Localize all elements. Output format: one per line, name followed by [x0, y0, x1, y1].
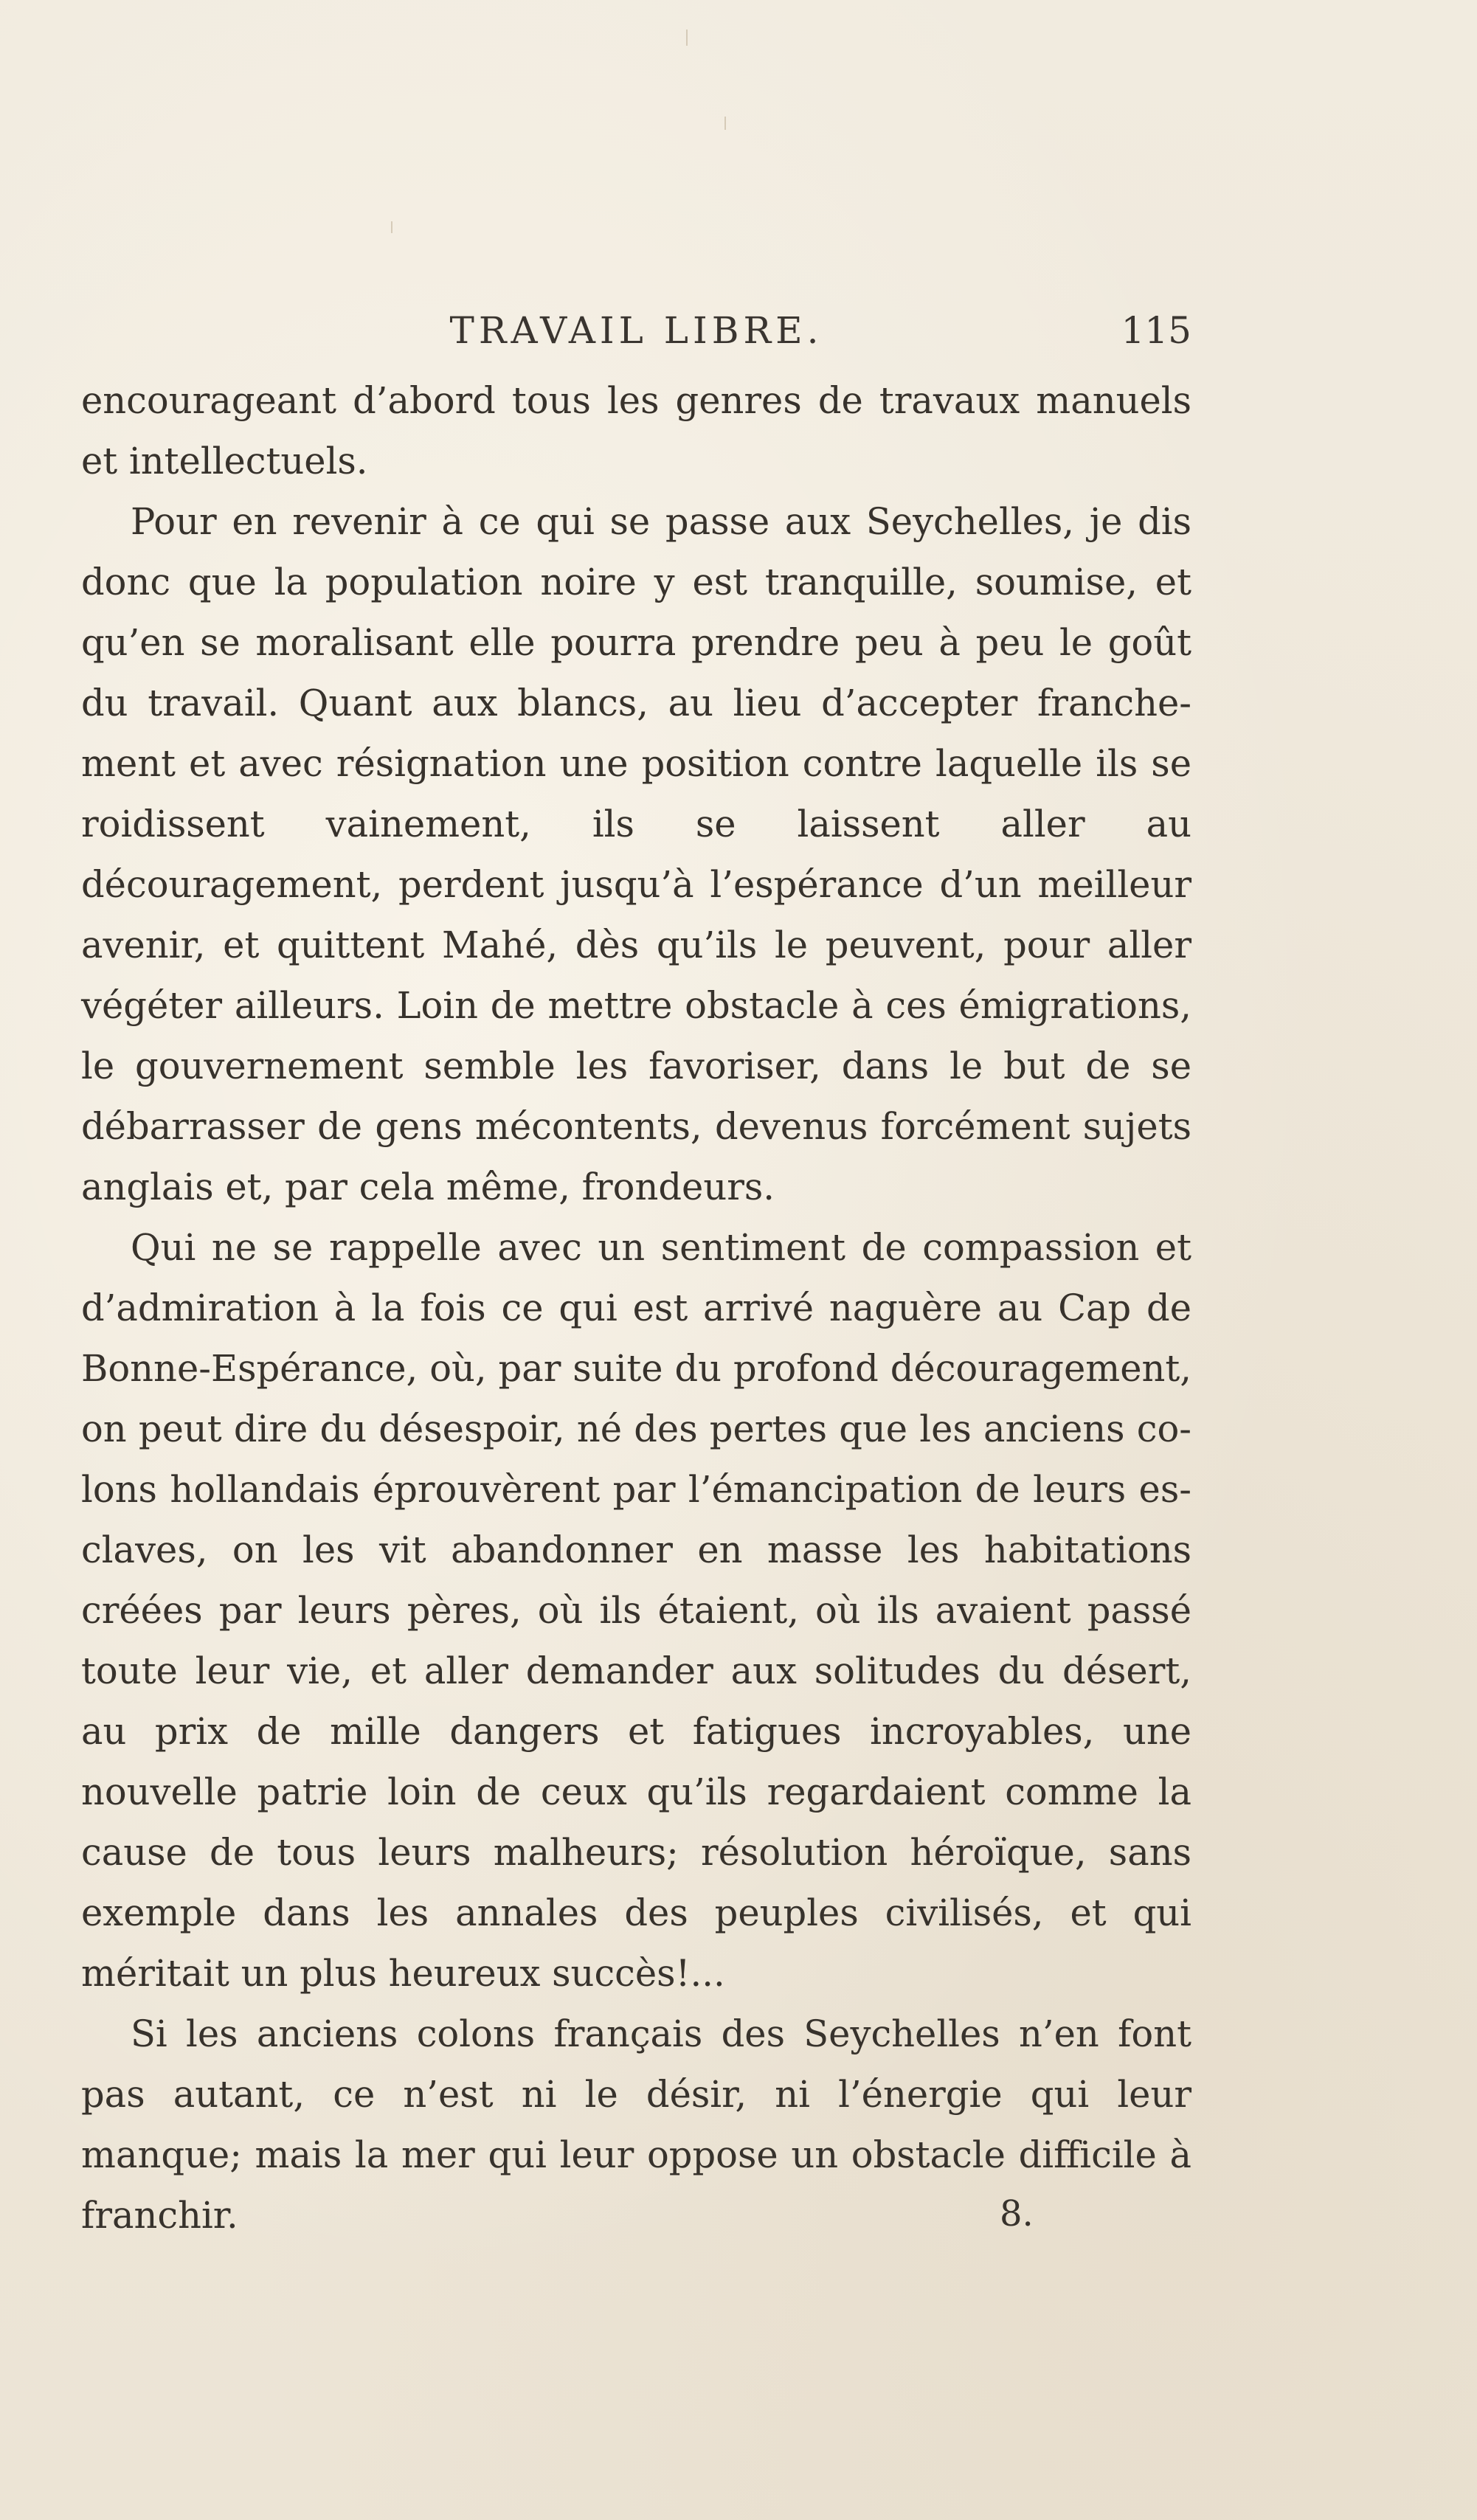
margin-mark [391, 221, 392, 233]
page-number: 115 [1121, 309, 1191, 352]
paragraph: Qui ne se rappelle avec un sentiment de compassion et d’admiration à la fois ce qui est arrivé naguère au Cap de Bonne-Espérance, où, par suite du profond découragement, on peut dire du désespoir, né des pertes que les anciens colons hollandais éprouvèrent par l’émancipation de leurs esclaves, on les vit abandonner en masse les habitations créées par leurs pères, où ils étaient, où ils avaient passé toute leur vie, et aller demander aux solitudes du désert, au prix de mille dangers et fatigues incroyables, une nouvelle patrie loin de ceux qu’ils regardaient comme la cause de tous leurs malheurs; résolution héroïque, sans exemple dans les annales des peuples civilisés, et qui méritait un plus heureux succès!... [81, 1226, 1191, 1995]
running-head [81, 301, 1191, 360]
body-text [81, 370, 1191, 2246]
margin-mark [724, 117, 726, 130]
paragraph-continuation: encourageant d’abord tous les genres de travaux manuels et intellectuels. [81, 379, 1191, 482]
paragraph: Si les anciens colons français des Seychelles n’en font pas autant, ce n’est ni le désir, ni l’énergie qui leur manque; mais la mer qui leur oppose un obstacle difficile à franchir. [81, 2012, 1191, 2237]
running-title: TRAVAIL LIBRE. [449, 309, 823, 352]
margin-mark [686, 30, 688, 46]
paragraph: Pour en revenir à ce qui se passe aux Seychelles, je dis donc que la population noire y est tranquille, soumise, et qu’en se moralisant elle pourra prendre peu à peu le goût du travail. Quant aux blancs, au lieu d’accepter franchement et avec résignation une position contre laquelle ils se roidissent vainement, ils se laissent aller au découragement, perdent jusqu’à l’espérance d’un meilleur avenir, et quittent Mahé, dès qu’ils le peuvent, pour aller végéter ailleurs. Loin de mettre obstacle à ces émigrations, le gouvernement semble les favoriser, dans le but de se débarrasser de gens mécontents, devenus forcément sujets anglais et, par cela même, frondeurs. [81, 500, 1191, 1208]
signature-mark: 8. [1000, 2193, 1034, 2235]
